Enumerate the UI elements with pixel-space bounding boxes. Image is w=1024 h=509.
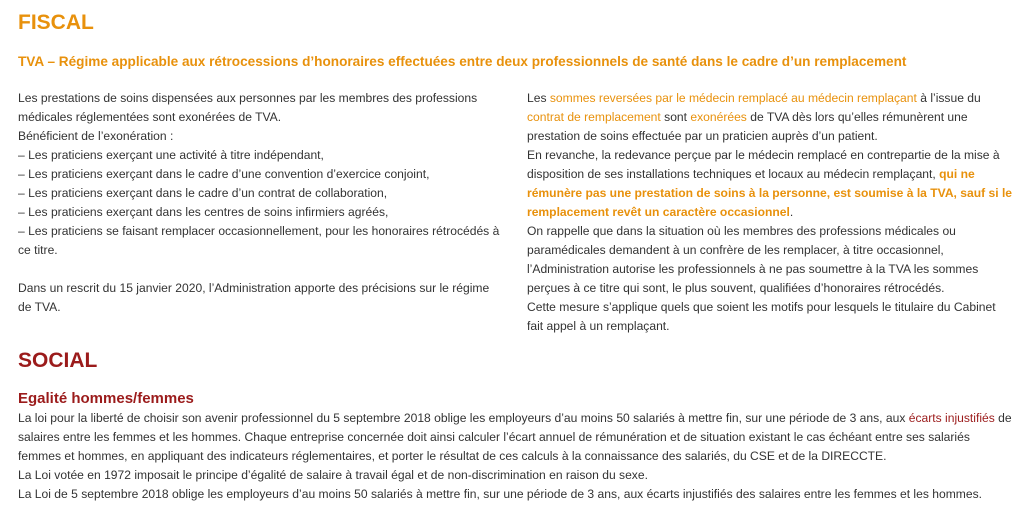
text-segment: sont xyxy=(660,110,691,124)
paragraph-gap xyxy=(18,260,508,279)
paragraph-line: Cette mesure s’applique quels que soient les motifs pour lesquels le titulaire du Cabinet xyxy=(527,300,996,314)
tva-subheading xyxy=(18,52,1008,72)
fiscal-right-column xyxy=(527,89,1013,336)
highlight-text: remplacement revêt un caractère occasionnel xyxy=(527,205,790,219)
paragraph-line xyxy=(18,409,1010,428)
list-item: – Les praticiens exerçant dans le cadre d’un contrat de collaboration, xyxy=(18,186,388,200)
paragraph-line: La Loi de 5 septembre 2018 oblige les employeurs d’au moins 50 salariés à mettre fin, sur une période de 3 ans, aux écarts injustifiés des salaires entre les femmes et les hommes. xyxy=(18,487,982,501)
paragraph-line: paramédicales demandent à un confrère de les remplacer, à titre occasionnel, xyxy=(527,243,944,257)
text-segment: disposition de ses installations techniques et locaux au médecin remplaçant, xyxy=(527,167,940,181)
list-item: – Les praticiens se faisant remplacer occasionnellement, pour les honoraires rétrocédés à xyxy=(18,224,500,238)
text-segment: La loi pour la liberté de choisir son avenir professionnel du 5 septembre 2018 oblige les employeurs d’au moins 50 salariés à mettre fin, sur une période de 3 ans, aux xyxy=(18,411,909,425)
paragraph-line: perçues à ce titre qui sont, le plus souvent, qualifiées d’honoraires rétrocédés. xyxy=(527,281,945,295)
highlight-text: contrat de remplacement xyxy=(527,110,661,124)
list-item: – Les praticiens exerçant dans le cadre d’une convention d’exercice conjoint, xyxy=(18,167,430,181)
paragraph-line xyxy=(527,165,1007,184)
social-body xyxy=(18,409,1010,504)
paragraph-line: l’Administration autorise les professionnels à ne pas soumettre à la TVA les sommes xyxy=(527,262,979,276)
list-item: ce titre. xyxy=(18,243,58,257)
paragraph-line: fait appel à un remplaçant. xyxy=(527,319,670,333)
text-segment: de TVA dès lors qu’elles rémunèrent une xyxy=(746,110,968,124)
highlight-text: sommes reversées par le médecin remplacé au médecin remplaçant xyxy=(549,91,917,105)
tva-subheading-text: – Régime applicable aux rétrocessions d’honoraires effectuées entre deux professionnels de santé dans le cadre d’un remplacement xyxy=(43,54,907,69)
text-segment: . xyxy=(789,205,794,219)
text-segment: de xyxy=(994,411,1012,425)
paragraph-line: Bénéficient de l’exonération : xyxy=(18,129,174,143)
paragraph-line: salaires entre les femmes et les hommes. Chaque entreprise concernée doit ainsi calculer l’écart annuel de rémunération et de situation existant le cas échéant entre ses salariés xyxy=(18,430,970,444)
rescrit-paragraph-line: Dans un rescrit du 15 janvier 2020, l’Administration apporte des précisions sur le régime xyxy=(18,281,490,295)
list-item: – Les praticiens exerçant une activité à titre indépendant, xyxy=(18,148,324,162)
paragraph-line xyxy=(527,108,1007,127)
highlight-text: écarts injustifiés xyxy=(908,411,995,425)
highlight-text: exonérées xyxy=(690,110,747,124)
paragraph-line: On rappelle que dans la situation où les membres des professions médicales ou xyxy=(527,224,956,238)
tva-subheading-bold: TVA xyxy=(18,54,44,69)
text-segment: Les xyxy=(527,91,550,105)
social-section-title: SOCIAL xyxy=(18,349,98,372)
paragraph-line xyxy=(527,203,1007,222)
paragraph-line: prestation de soins effectuée par un praticien auprès d’un patient. xyxy=(527,129,878,143)
paragraph-line xyxy=(527,89,1007,108)
paragraph-line: femmes et hommes, en appliquant des indicateurs réglementaires, et porter le résultat de ces calculs à la connaissance des salariés, du CSE et de la DIRECCTE. xyxy=(18,449,887,463)
highlight-text: qui ne xyxy=(939,167,975,181)
list-item: – Les praticiens exerçant dans les centres de soins infirmiers agréés, xyxy=(18,205,389,219)
highlight-line: rémunère pas une prestation de soins à la personne, est soumise à la TVA, sauf si le xyxy=(527,186,1013,200)
text-segment: à l’issue du xyxy=(916,91,981,105)
paragraph-line: La Loi votée en 1972 imposait le principe d’égalité de salaire à travail égal et de non-discrimination en raison du sexe. xyxy=(18,468,648,482)
fiscal-section-title: FISCAL xyxy=(18,11,94,34)
paragraph-line: En revanche, la redevance perçue par le médecin remplacé en contrepartie de la mise à xyxy=(527,148,1000,162)
paragraph-line: Les prestations de soins dispensées aux personnes par les membres des professions xyxy=(18,91,478,105)
fiscal-left-column xyxy=(18,89,508,317)
rescrit-paragraph-line: de TVA. xyxy=(18,300,61,314)
egalite-subheading: Egalité hommes/femmes xyxy=(18,390,194,407)
paragraph-line: médicales réglementées sont exonérées de TVA. xyxy=(18,110,282,124)
